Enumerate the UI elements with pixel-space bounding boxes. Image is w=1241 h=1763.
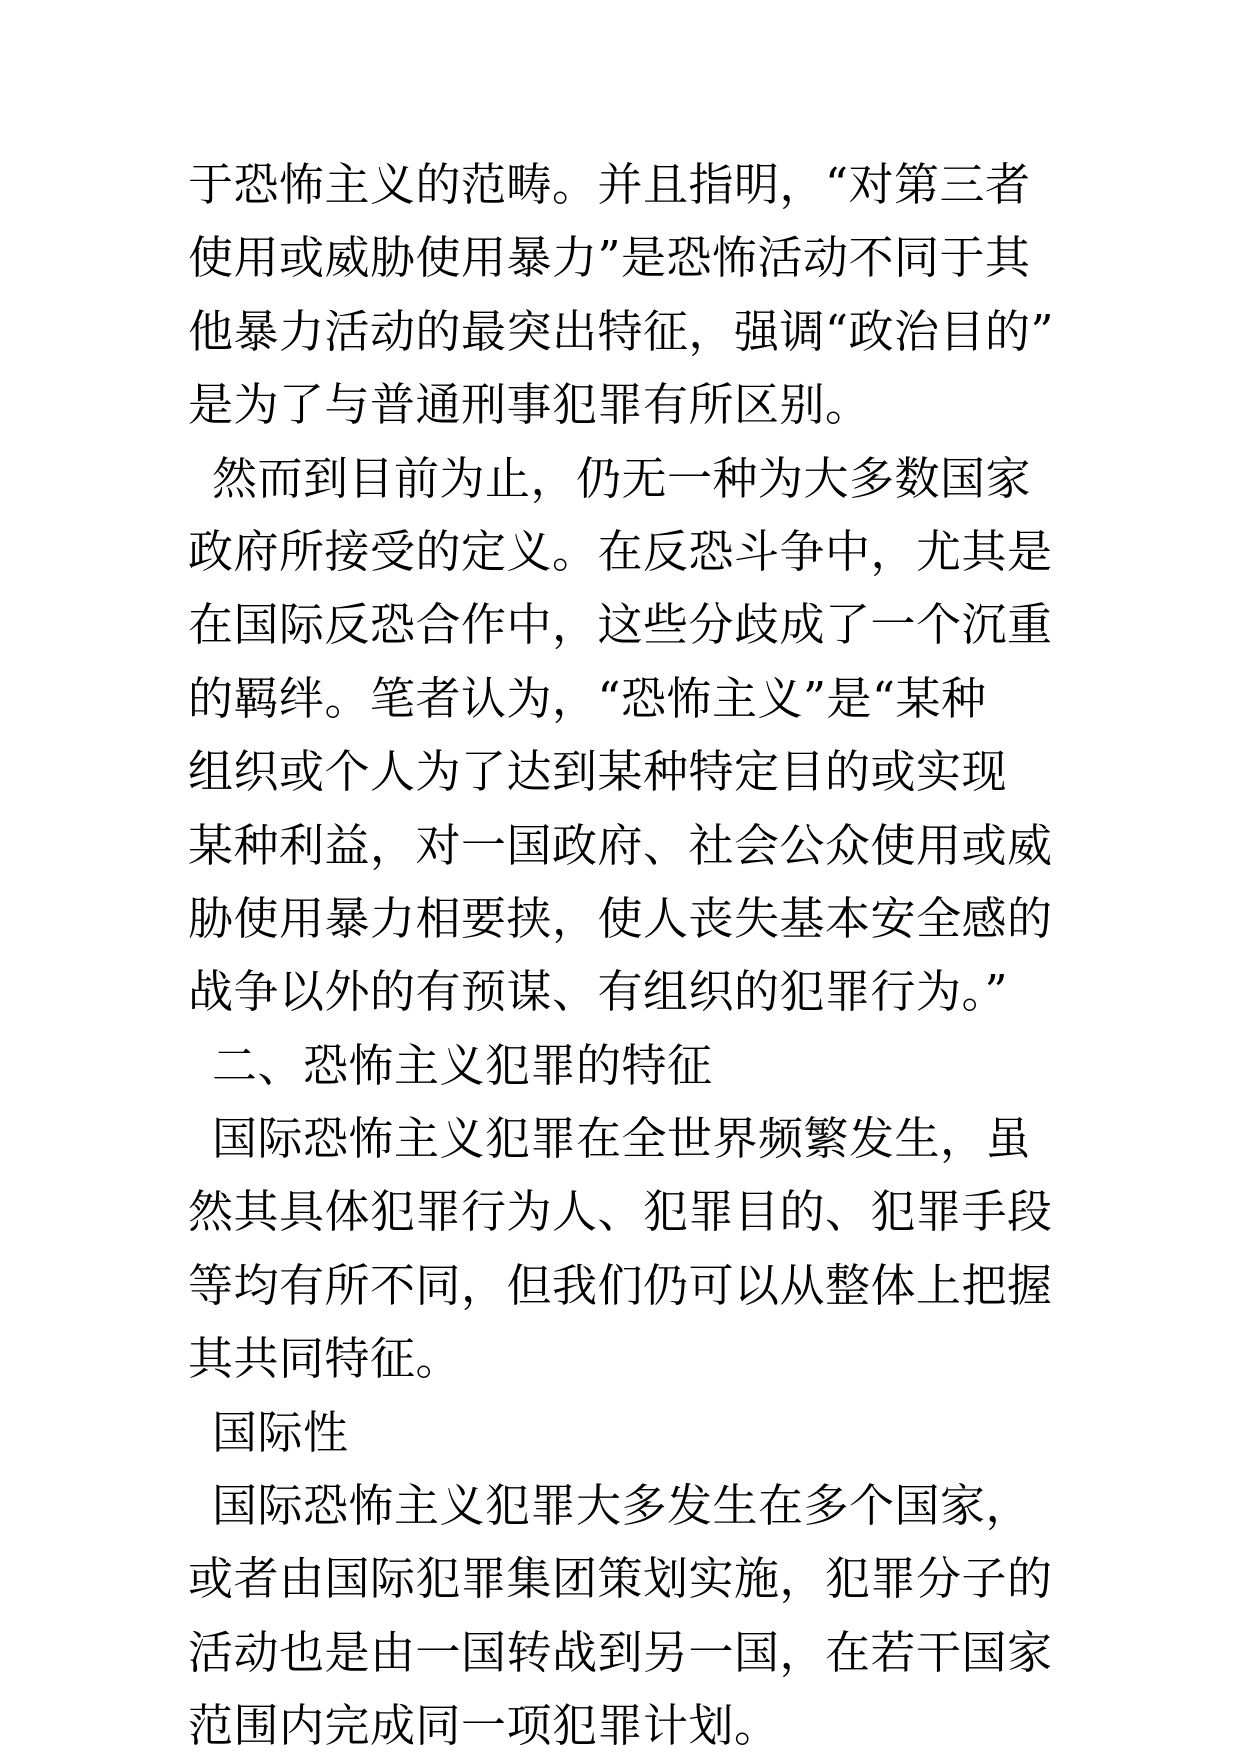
- text-line: 然其具体犯罪行为人、犯罪目的、犯罪手段: [188, 1185, 1053, 1239]
- text-line: 政府所接受的定义。在反恐斗争中，尤其是: [188, 524, 1053, 578]
- text-line: 战争以外的有预谋、有组织的犯罪行为。”: [188, 965, 1009, 1019]
- text-line: 组织或个人为了达到某种特定目的或实现: [188, 745, 1008, 799]
- text-line: 其共同特征。: [188, 1332, 462, 1386]
- text-line: 他暴力活动的最突出特征，强调“政治目的”: [188, 304, 1055, 358]
- paragraph-start-line: 国际恐怖主义犯罪大多发生在多个国家，: [212, 1479, 1032, 1533]
- text-line: 活动也是由一国转战到另一国，在若干国家: [188, 1625, 1053, 1679]
- text-line: 等均有所不同，但我们仍可以从整体上把握: [188, 1258, 1053, 1312]
- paragraph-start-line: 国际恐怖主义犯罪在全世界频繁发生，虽: [212, 1112, 1032, 1166]
- document-body: [188, 148, 1088, 1763]
- text-line: 或者由国际犯罪集团策划实施，犯罪分子的: [188, 1552, 1053, 1606]
- text-line: 在国际反恐合作中，这些分歧成了一个沉重: [188, 598, 1053, 652]
- text-line: 某种利益，对一国政府、社会公众使用或威: [188, 818, 1053, 872]
- text-line: 的羁绊。笔者认为，“恐怖主义”是“某种: [188, 671, 987, 725]
- text-line: 于恐怖主义的范畴。并且指明，“对第三者: [188, 158, 1031, 211]
- text-line: 范围内完成同一项犯罪计划。: [188, 1699, 780, 1753]
- text-line: 胁使用暴力相要挟，使人丧失基本安全感的: [188, 891, 1053, 945]
- section-heading: 二、恐怖主义犯罪的特征: [212, 1038, 713, 1092]
- subsection-heading: 国际性: [212, 1405, 349, 1459]
- text-line: 使用或威胁使用暴力”是恐怖活动不同于其: [188, 231, 1031, 285]
- paragraph-start-line: 然而到目前为止，仍无一种为大多数国家: [212, 451, 1032, 505]
- text-line: 是为了与普通刑事犯罪有所区别。: [188, 378, 871, 432]
